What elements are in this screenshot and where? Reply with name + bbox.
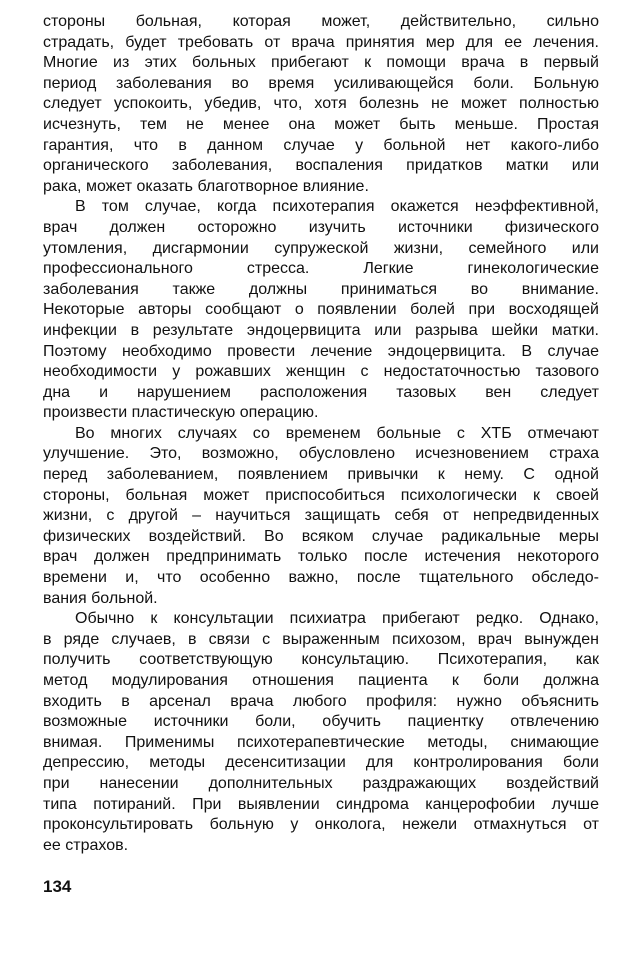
text-line: дна и нарушением расположения тазовых вен следует bbox=[43, 383, 599, 401]
text-line: ее страхов. bbox=[43, 836, 129, 854]
text-line: входить в арсенал врача любого профиля: нужно объяснить bbox=[43, 692, 599, 710]
text-line: профессионального стресса. Легкие гинекологические bbox=[43, 260, 599, 278]
text-line: органического заболевания, воспаления придатков матки или bbox=[43, 157, 599, 175]
text-line: возможные источники боли, обучить пациентку отвлечению bbox=[43, 713, 599, 731]
text-line: врач должен осторожно изучить источники физического bbox=[43, 218, 599, 236]
page-number: 134 bbox=[43, 877, 72, 896]
text-line: физических воздействий. Во всяком случае радикальные меры bbox=[43, 527, 599, 545]
paragraph bbox=[43, 12, 599, 197]
text-line: получить соответствующую консультацию. Психотерапия, как bbox=[43, 651, 599, 669]
text-line: В том случае, когда психотерапия окажется неэффективной, bbox=[75, 198, 599, 216]
page-body bbox=[43, 12, 599, 856]
text-line: улучшение. Это, возможно, обусловлено исчезновением страха bbox=[43, 445, 599, 463]
text-line: стороны больная, которая может, действительно, сильно bbox=[43, 13, 599, 30]
text-line: исчезнуть, тем не менее она может быть меньше. Простая bbox=[43, 115, 599, 133]
text-line: Многие из этих больных прибегают к помощи врача в первый bbox=[43, 54, 599, 72]
text-line: вания больной. bbox=[43, 589, 158, 607]
text-line: внимая. Применимы психотерапевтические методы, снимающие bbox=[43, 733, 599, 751]
text-line: перед заболеванием, появлением привычки к нему. С одной bbox=[43, 466, 599, 484]
text-line: рака, может оказать благотворное влияние. bbox=[43, 177, 369, 195]
text-line: врач должен предпринимать только после истечения некоторого bbox=[43, 548, 599, 566]
text-line: депрессию, методы десенситизации для контролирования боли bbox=[43, 754, 599, 772]
text-line: в ряде случаев, в связи с выраженным психозом, врач вынужден bbox=[43, 630, 599, 648]
text-line: времени и, что особенно важно, после тщательного обследо- bbox=[43, 569, 599, 587]
text-line: утомления, дисгармонии супружеской жизни, семейного или bbox=[43, 239, 599, 257]
text-line: произвести пластическую операцию. bbox=[43, 404, 319, 422]
text-line: следует успокоить, убедив, что, хотя болезнь не может полностью bbox=[43, 95, 599, 113]
text-line: при нанесении дополнительных раздражающих воздействий bbox=[43, 774, 599, 792]
text-line: инфекции в результате эндоцервицита или разрыва шейки матки. bbox=[43, 321, 599, 339]
text-line: Поэтому необходимо провести лечение эндоцервицита. В случае bbox=[43, 342, 599, 360]
text-line: страдать, будет требовать от врача принятия мер для ее лечения. bbox=[43, 33, 599, 51]
text-line: период заболевания во время усиливающейся боли. Больную bbox=[43, 74, 599, 92]
text-line: необходимости у рожавших женщин с недостаточностью тазового bbox=[43, 363, 599, 381]
text-line: Некоторые авторы сообщают о появлении болей при восходящей bbox=[43, 301, 599, 319]
text-line: Во многих случаях со временем больные с ХТБ отмечают bbox=[75, 424, 599, 442]
text-line: заболевания также должны приниматься во внимание. bbox=[43, 280, 599, 298]
text-line: жизни, с другой – научиться защищать себя от непредвиденных bbox=[43, 507, 599, 525]
text-line: проконсультировать больную у онколога, нежели отмахнуться от bbox=[43, 816, 599, 834]
text-line: метод модулирования отношения пациента к боли должна bbox=[43, 672, 599, 689]
text-line: типа потираний. При выявлении синдрома канцерофобии лучше bbox=[43, 795, 599, 813]
text-line: гарантия, что в данном случае у больной нет какого-либо bbox=[43, 136, 599, 154]
text-line: стороны, больная может приспособиться психологически к своей bbox=[43, 486, 599, 504]
paragraph bbox=[43, 609, 599, 856]
paragraph bbox=[43, 197, 599, 424]
paragraph bbox=[43, 424, 599, 609]
text-line: Обычно к консультации психиатра прибегают редко. Однако, bbox=[75, 610, 599, 628]
